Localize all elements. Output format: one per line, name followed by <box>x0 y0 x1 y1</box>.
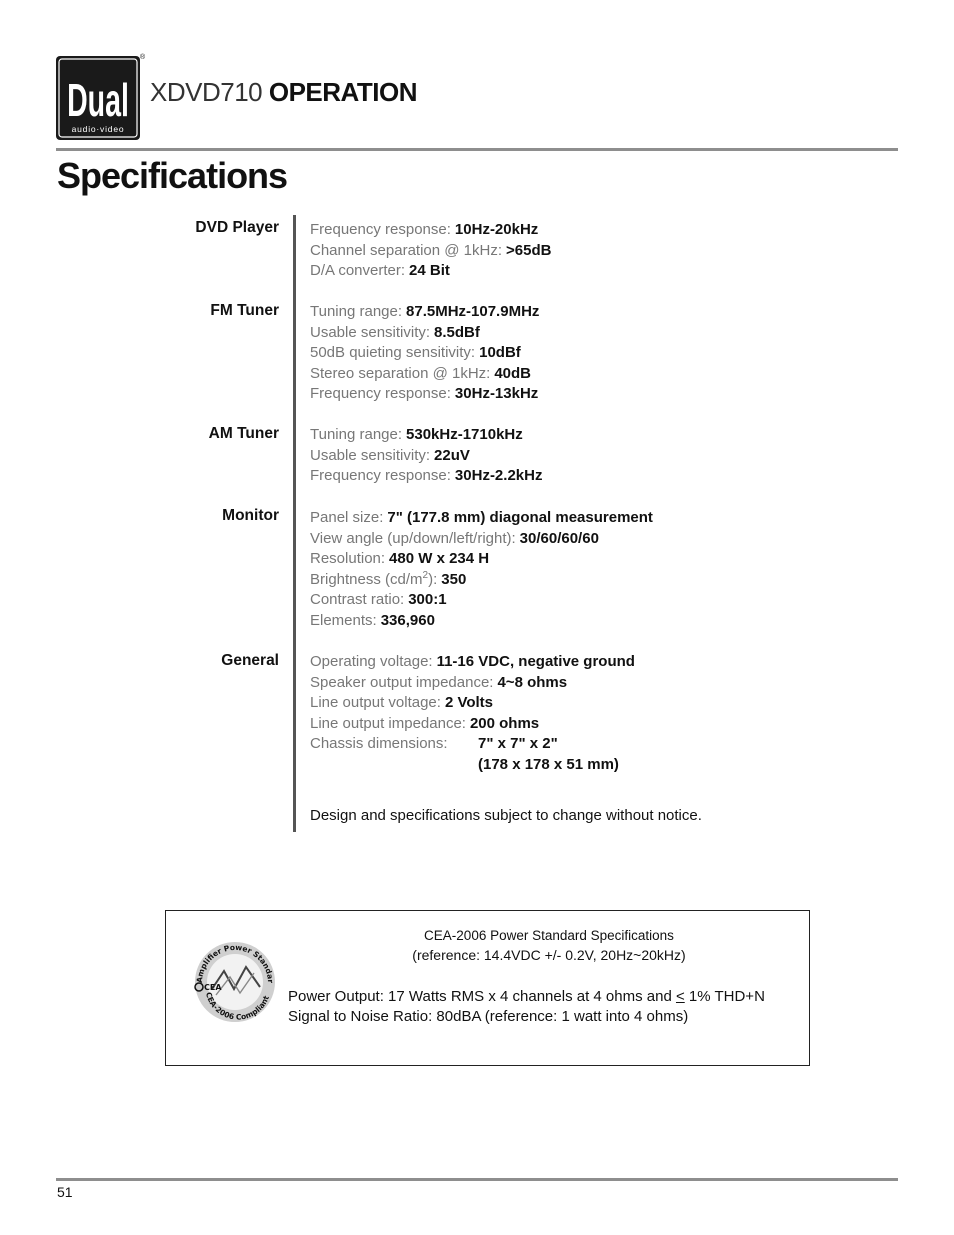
model-name: XDVD710 <box>150 77 263 107</box>
cea-reference: (reference: 14.4VDC +/- 0.2V, 20Hz~20kHz) <box>412 947 686 963</box>
spec-row-continued: (178 x 178 x 51 mm) <box>478 755 619 773</box>
category-dvd-player: DVD Player <box>195 219 279 236</box>
page-number: 51 <box>57 1184 73 1200</box>
spec-row: Panel size: 7" (177.8 mm) diagonal measurement <box>310 509 653 526</box>
spec-row: Frequency response: 30Hz-2.2kHz <box>310 467 543 485</box>
spec-row: View angle (up/down/left/right): 30/60/60/60 <box>310 529 599 547</box>
snr-line: Signal to Noise Ratio: 80dBA (reference: 1 watt into 4 ohms) <box>288 1008 689 1025</box>
spec-group-am-tuner <box>310 425 542 487</box>
spec-row: Stereo separation @ 1kHz: 40dB <box>310 364 532 382</box>
registered-mark: ® <box>140 54 146 61</box>
spec-row: Contrast ratio: 300:1 <box>310 591 447 609</box>
spec-row: Channel separation @ 1kHz: >65dB <box>310 241 552 259</box>
spec-row: 50dB quieting sensitivity: 10dBf <box>310 344 521 362</box>
disclaimer-notice: Design and specifications subject to change without notice. <box>310 807 702 824</box>
header-title <box>150 79 417 105</box>
less-equal-symbol: < <box>675 988 685 1005</box>
badge-bottom-text: CEA-2006 Compliant <box>203 991 271 1022</box>
spec-group-fm-tuner <box>310 302 539 405</box>
badge-top-text: Amplifier Power Standar <box>194 942 276 984</box>
page-title: Specifications <box>57 155 288 196</box>
category-fm-tuner: FM Tuner <box>210 302 279 319</box>
spec-row: Usable sensitivity: 22uV <box>310 446 470 464</box>
power-output-line: Power Output: 17 Watts RMS x 4 channels at 4 ohms and < 1% THD+N <box>288 988 765 1005</box>
spec-row: Resolution: 480 W x 234 H <box>310 550 490 568</box>
spec-row: Tuning range: 530kHz-1710kHz <box>310 426 523 443</box>
spec-row: Line output voltage: 2 Volts <box>310 694 494 712</box>
spec-row: Usable sensitivity: 8.5dBf <box>310 323 480 341</box>
spec-row: Frequency response: 30Hz-13kHz <box>310 385 539 403</box>
vertical-divider <box>293 215 296 832</box>
spec-group-dvd-player <box>310 220 551 282</box>
dual-logo <box>56 56 140 140</box>
spec-row: Line output impedance: 200 ohms <box>310 714 540 732</box>
cea-power-box <box>165 910 810 1066</box>
category-am-tuner: AM Tuner <box>208 425 279 442</box>
spec-row: Tuning range: 87.5MHz-107.9MHz <box>310 303 540 320</box>
logo-subtext: audio·video <box>71 124 125 134</box>
category-monitor: Monitor <box>222 507 279 524</box>
bottom-divider <box>56 1178 898 1181</box>
cea-title: CEA-2006 Power Standard Specifications <box>424 928 674 943</box>
spec-row: Frequency response: 10Hz-20kHz <box>310 221 539 238</box>
spec-row: Brightness $(cd/m^2)$: 350 <box>310 569 467 588</box>
spec-row: Chassis dimensions: 7" x 7" x 2" <box>310 735 558 753</box>
spec-row: D/A converter: 24 Bit <box>310 262 450 280</box>
spec-group-general <box>310 652 635 776</box>
spec-row: Speaker output impedance: 4~8 ohms <box>310 673 568 691</box>
logo-wordmark: Dual <box>67 75 129 127</box>
top-divider <box>56 148 898 151</box>
spec-row: Operating voltage: 11-16 VDC, negative ground <box>310 653 635 670</box>
category-general: General <box>221 652 279 669</box>
badge-cea-logo: CEA <box>204 983 222 992</box>
section-name: OPERATION <box>268 77 417 107</box>
spec-group-monitor <box>310 508 653 632</box>
spec-row: Elements: 336,960 <box>310 611 435 629</box>
